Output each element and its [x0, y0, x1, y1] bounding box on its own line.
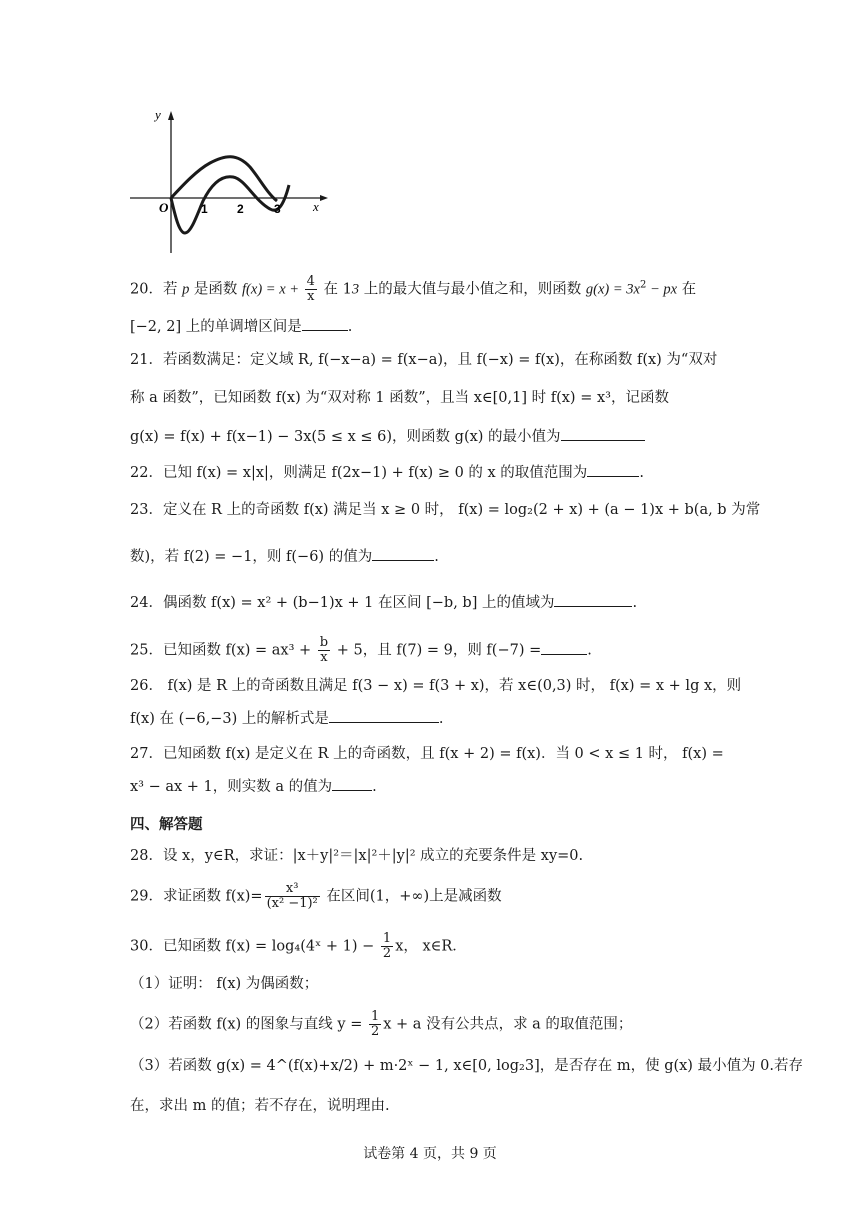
question-30-part-3-line-2: 在，求出 m 的值；若不存在，说明理由.: [130, 1098, 390, 1114]
question-20: 20．若 p 是函数 f(x) = x + $\frac{4}{x}$ 在 13 上的最大值与最小值之和，则函数 $g(x) = 3x^2$ − px 在: [130, 274, 697, 304]
question-20-line-2: [−2, 2] 上的单调增区间是 .: [130, 316, 730, 337]
question-21-line-2: 称 a 函数”，已知函数 f(x) 为“双对称 1 函数”，且当 x∈[0,1] 时 f(x) = x³，记函数: [130, 390, 669, 406]
question-30-part-3: （3）若函数 g(x) = 4^(f(x)+x/2) + m·2ˣ − 1, x∈[0, log₂3]，是否存在 m，使 g(x) 最小值为 0.若存: [130, 1058, 804, 1074]
question-28: 28．设 x，y∈R，求证：|x＋y|²＝|x|²＋|y|² 成立的充要条件是 xy=0.: [130, 848, 584, 864]
answer-blank[interactable]: [329, 708, 439, 723]
question-22: 22．已知 f(x) = x|x|，则满足 f(2x−1) + f(x) ≥ 0 的 x 的取值范围为 .: [130, 462, 730, 483]
question-26-line-2: f(x) 在 (−6,−3) 上的解析式是 .: [130, 708, 730, 729]
question-23: 23．定义在 R 上的奇函数 f(x) 满足当 x ≥ 0 时， f(x) = log₂(2 + x) + (a − 1)x + b(a, b 为常: [130, 502, 761, 518]
fraction: $\frac{1}{2}$: [370, 1009, 380, 1039]
question-21-line-3: g(x) = f(x) + f(x−1) − 3x(5 ≤ x ≤ 6)，则函数 g(x) 的最小值为: [130, 426, 730, 447]
section-title: 四、解答题: [130, 817, 203, 833]
y-axis-label: y: [155, 107, 161, 122]
question-27: 27．已知函数 f(x) 是定义在 R 上的奇函数，且 f(x + 2) = f(x)．当 0 < x ≤ 1 时， f(x) =: [130, 746, 724, 762]
question-30: 30．已知函数 f(x) = log₄(4ˣ + 1) − $\frac{1}{2}$ x， x∈R．: [130, 931, 467, 961]
answer-blank[interactable]: [587, 462, 639, 477]
question-24: 24．偶函数 f(x) = x² + (b−1)x + 1 在区间 [−b, b] 上的值域为 .: [130, 592, 730, 613]
function-graph: [125, 105, 335, 257]
fraction: $\frac{\text{x³}}{\text{(x² −1)²}}$: [266, 881, 318, 911]
answer-blank[interactable]: [372, 546, 434, 561]
tick-label-2: 2: [237, 202, 244, 216]
x-axis-label: x: [313, 199, 319, 214]
question-25: 25．已知函数 f(x) = ax³ + $\frac{b}{x}$ + 5，且 f(7) = 9，则 f(−7) = .: [130, 635, 592, 665]
answer-blank[interactable]: [541, 640, 587, 655]
tick-label-1: 1: [201, 202, 208, 216]
tick-label-3: 3: [274, 202, 281, 216]
page-footer: 试卷第 4 页，共 9 页: [363, 1146, 497, 1162]
fraction: $\frac{1}{2}$: [382, 931, 392, 961]
answer-blank[interactable]: [302, 316, 348, 331]
question-23-line-2: 数)，若 f(2) = −1，则 f(−6) 的值为 .: [130, 546, 730, 567]
fraction: $\frac{4}{x}$: [306, 274, 315, 304]
answer-blank[interactable]: [332, 776, 372, 791]
question-29: 29．求证函数 f(x)= $\frac{\text{x³}}{\text{(x² −1)²}}$ 在区间(1，+∞)上是减函数: [130, 881, 502, 911]
question-21: 21．若函数满足：定义域 R, f(−x−a) = f(x−a)，且 f(−x) = f(x)，在称函数 f(x) 为“双对: [130, 352, 718, 368]
question-30-part-1: （1）证明： f(x) 为偶函数；: [130, 976, 319, 992]
answer-blank[interactable]: [561, 426, 645, 441]
fraction: $\frac{b}{x}$: [319, 635, 329, 665]
question-30-part-2: （2）若函数 f(x) 的图象与直线 y = $\frac{1}{2}$ x + a 没有公共点，求 a 的取值范围；: [130, 1009, 633, 1039]
question-27-line-2: x³ − ax + 1，则实数 a 的值为 .: [130, 776, 730, 797]
question-26: 26． f(x) 是 R 上的奇函数且满足 f(3 − x) = f(3 + x)，若 x∈(0,3) 时， f(x) = x + lg x，则: [130, 678, 742, 694]
origin-label: O: [159, 200, 169, 215]
question-number: 20．: [130, 281, 163, 298]
answer-blank[interactable]: [554, 592, 632, 607]
